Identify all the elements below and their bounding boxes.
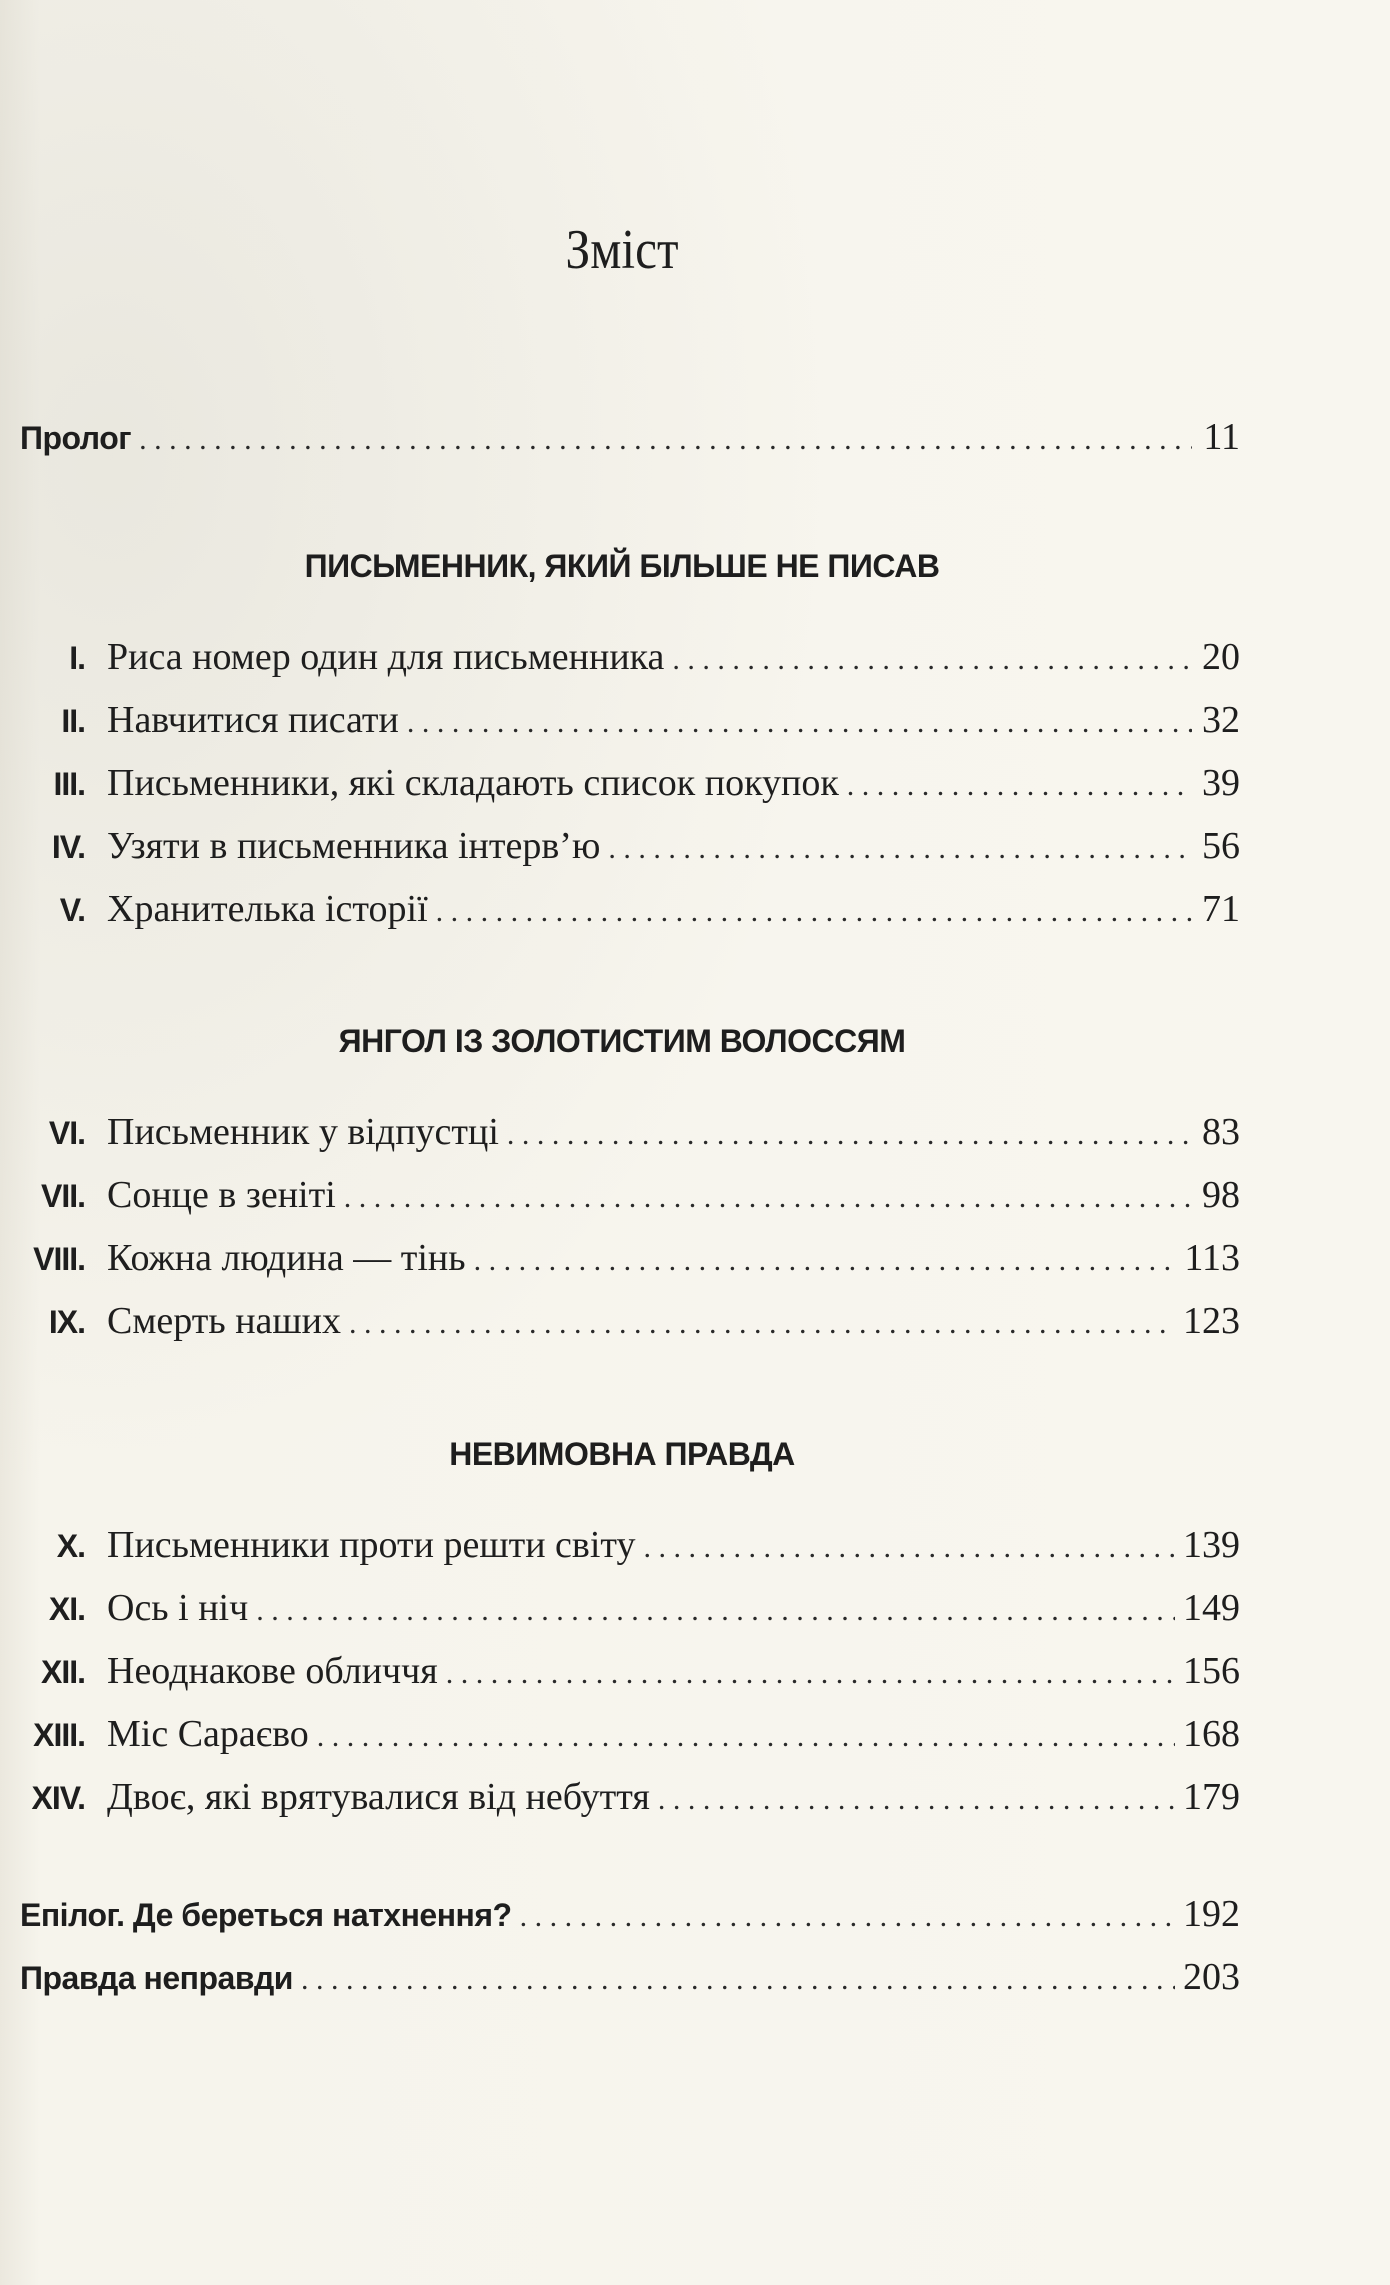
page-number: 149 [1183,1587,1240,1629]
toc-entry [0,1646,1240,1696]
entry-title: Навчитися писати [107,699,399,741]
entry-title: Письменник у відпустці [107,1111,499,1153]
entry-title: Двоє, які врятувалися від небуття [107,1776,650,1818]
page-number: 179 [1183,1776,1240,1818]
chapter-number: VII. [40,1178,85,1214]
page-number: 20 [1202,636,1240,678]
page-number: 192 [1183,1893,1240,1935]
entry-title: Письменники проти решти світу [107,1524,636,1566]
toc-entry [0,632,1240,682]
entry-title: Міс Сараєво [107,1713,309,1755]
dot-leader [349,1299,1175,1349]
toc-entry-afterword [0,1952,1240,2002]
entry-title: Кожна людина — тінь [107,1237,466,1279]
entry-title: Хранителька історії [107,888,428,930]
part-heading: НЕВИМОВНА ПРАВДА [449,1436,795,1472]
dot-leader [344,1173,1192,1223]
dot-leader [317,1712,1175,1762]
chapter-number: X. [56,1528,85,1564]
entry-title: Риса номер один для письменника [107,636,665,678]
toc-entry [0,1772,1240,1822]
entry-title: Узяти в письменника інтерв’ю [107,825,601,867]
toc-entry [0,884,1240,934]
chapter-number: XII. [40,1654,85,1690]
chapter-number: IV. [51,829,85,865]
part-heading: ПИСЬМЕННИК, ЯКИЙ БІЛЬШЕ НЕ ПИСАВ [304,548,940,584]
entry-title: Письменники, які складають список покупок [107,762,839,804]
page-number: 113 [1184,1237,1240,1279]
dot-leader [301,1955,1175,2005]
page-number: 32 [1202,699,1240,741]
toc-entry [0,1296,1240,1346]
dot-leader [407,698,1192,748]
toc-entry [0,1107,1240,1157]
entry-title: Пролог [20,420,132,456]
page-number: 123 [1183,1300,1240,1342]
toc-entry [0,695,1240,745]
toc-entry [0,1520,1240,1570]
toc-entry-epilogue [0,1889,1240,1939]
dot-leader [520,1892,1175,1942]
page-number: 203 [1183,1956,1240,1998]
chapter-number: II. [61,703,85,739]
page-number: 83 [1202,1111,1240,1153]
chapter-number: V. [59,892,85,928]
page-number: 98 [1202,1174,1240,1216]
page-title: Зміст [565,219,679,281]
entry-title: Правда неправди [20,1960,293,1996]
dot-leader [608,824,1192,874]
dot-leader [256,1586,1175,1636]
toc-entry [0,1583,1240,1633]
chapter-number: VIII. [33,1241,85,1277]
chapter-number: XIII. [33,1717,85,1753]
entry-title: Смерть наших [107,1300,341,1342]
toc-entry [0,821,1240,871]
chapter-number: XIV. [31,1780,85,1816]
dot-leader [644,1523,1175,1573]
entry-title: Ось і ніч [107,1587,249,1629]
chapter-number: III. [53,766,85,802]
page-number: 168 [1183,1713,1240,1755]
toc-entry [0,1233,1240,1283]
dot-leader [474,1236,1177,1286]
dot-leader [139,415,1192,465]
entry-title: Епілог. Де береться натхнення? [20,1897,512,1933]
chapter-number: XI. [48,1591,85,1627]
toc-entry [0,1170,1240,1220]
chapter-number: VI. [48,1115,85,1151]
toc-entry [0,1709,1240,1759]
page-number: 156 [1183,1650,1240,1692]
chapter-number: IX. [48,1304,85,1340]
page-number: 139 [1183,1524,1240,1566]
part-heading: ЯНГОЛ ІЗ ЗОЛОТИСТИМ ВОЛОССЯМ [338,1023,906,1059]
entry-title: Сонце в зеніті [107,1174,336,1216]
entry-title: Неоднакове обличчя [107,1650,438,1692]
chapter-number: I. [69,640,85,676]
dot-leader [847,761,1192,811]
dot-leader [507,1110,1192,1160]
dot-leader [672,635,1192,685]
toc-entry-prologue [0,412,1240,462]
page-number: 56 [1202,825,1240,867]
page-number: 11 [1203,416,1240,458]
page-number: 39 [1202,762,1240,804]
dot-leader [658,1775,1175,1825]
dot-leader [446,1649,1175,1699]
dot-leader [436,887,1192,937]
toc-entry [0,758,1240,808]
page-number: 71 [1202,888,1240,930]
